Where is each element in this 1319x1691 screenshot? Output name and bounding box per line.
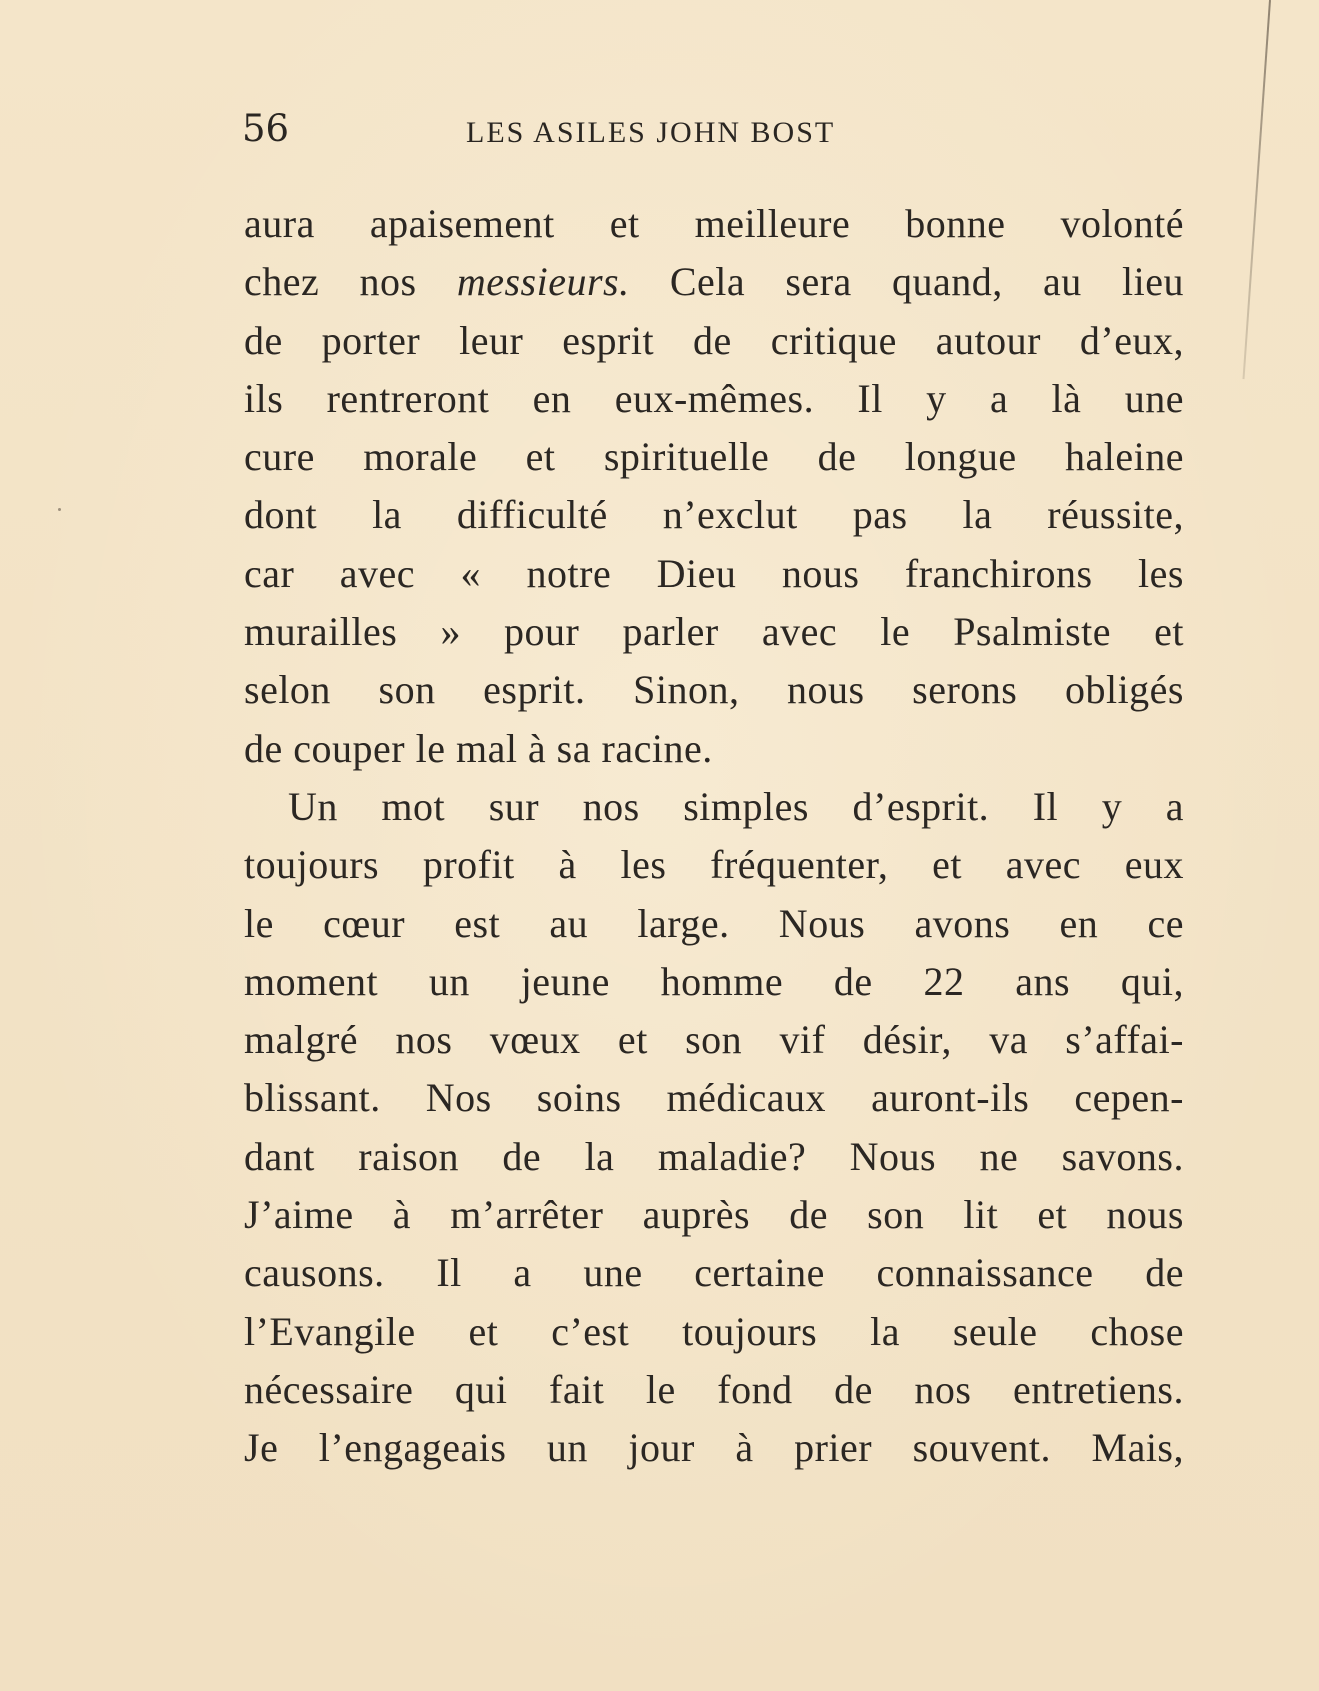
text-line: moment un jeune homme de 22 ans qui, (244, 958, 1184, 1004)
text-line: selon son esprit. Sinon, nous serons obligés (244, 667, 1184, 713)
page-header (242, 104, 1180, 154)
text-line: l’Evangile et c’est toujours la seule chose (244, 1308, 1184, 1354)
text-line: J’aime à m’arrêter auprès de son lit et nous (244, 1192, 1184, 1238)
text-line: nécessaire qui fait le fond de nos entretiens. (244, 1366, 1184, 1412)
text-line: toujours profit à les fréquenter, et avec eux (244, 842, 1184, 888)
page-edge-crease (1242, 0, 1271, 379)
text-line: aura apaisement et meilleure bonne volonté (244, 201, 1184, 246)
text-line: de couper le mal à sa racine. (244, 725, 713, 771)
text-line: Un mot sur nos simples d’esprit. Il y a (288, 783, 1184, 829)
text-line: murailles » pour parler avec le Psalmiste et (244, 609, 1184, 655)
page-number: 56 (242, 107, 290, 150)
text-line: causons. Il a une certaine connaissance de (244, 1250, 1184, 1296)
text-line: le cœur est au large. Nous avons en ce (244, 900, 1184, 946)
text-line: malgré nos vœux et son vif désir, va s’affai- (244, 1017, 1184, 1063)
text-line: blissant. Nos soins médicaux auront-ils cepen- (244, 1075, 1184, 1121)
running-head: LES ASILES JOHN BOST (466, 116, 836, 149)
text-line: chez nos messieurs. Cela sera quand, au lieu (244, 259, 1185, 305)
text-line: car avec « notre Dieu nous franchirons les (244, 550, 1184, 596)
text-line: Je l’engageais un jour à prier souvent. Mais, (244, 1425, 1184, 1471)
body-text (244, 195, 1184, 1478)
text-line: dont la difficulté n’exclut pas la réussite, (244, 492, 1184, 538)
italic-word: messieurs. (456, 259, 630, 305)
text-line: dant raison de la maladie? Nous ne savons. (244, 1133, 1184, 1179)
text-line: cure morale et spirituelle de longue haleine (244, 434, 1184, 480)
paper-spot (58, 508, 61, 511)
text-line: de porter leur esprit de critique autour d’eux, (244, 317, 1184, 363)
text-line: ils rentreront en eux-mêmes. Il y a là une (244, 375, 1184, 421)
